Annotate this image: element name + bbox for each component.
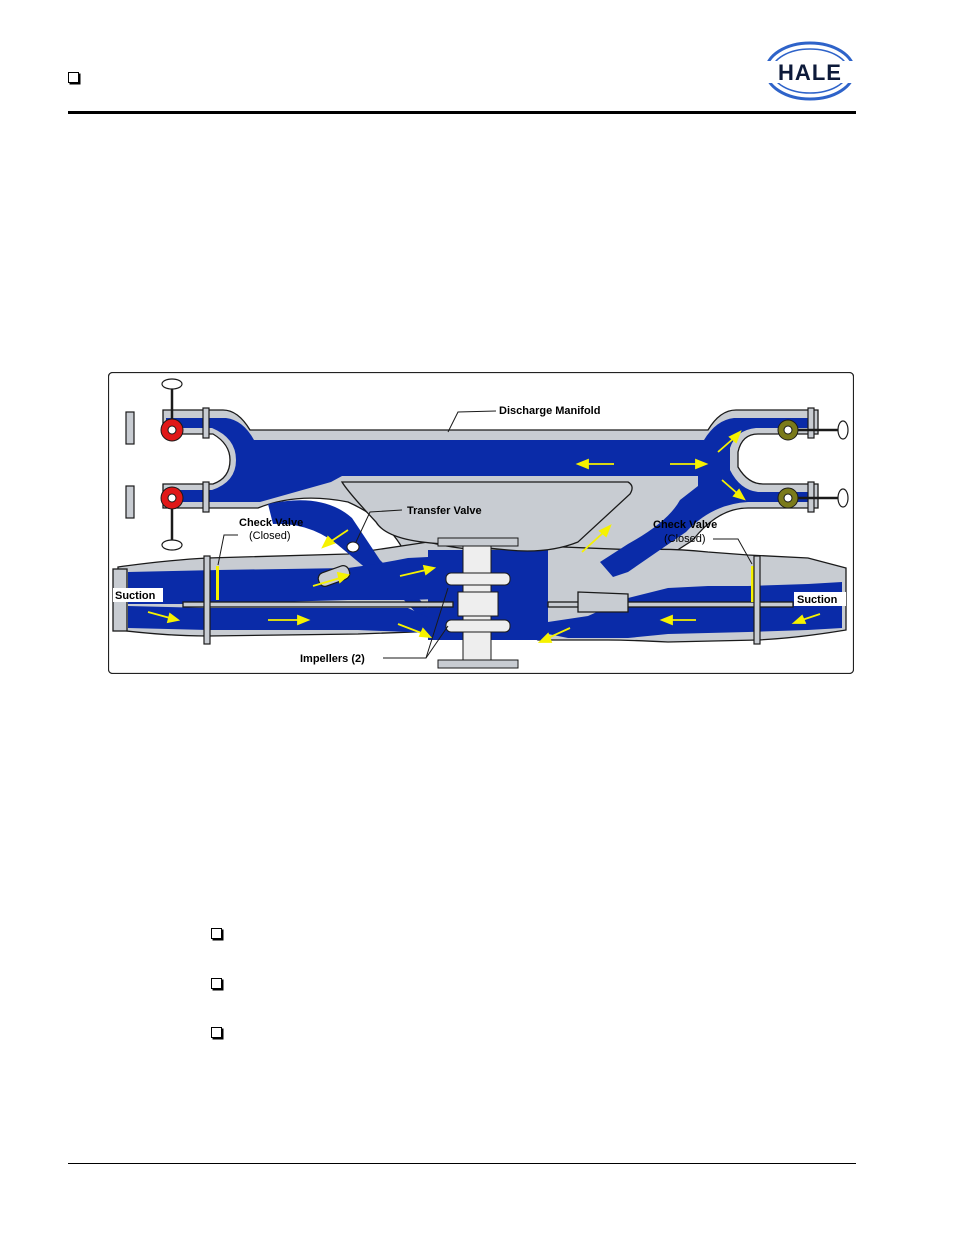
- label-transfer-valve: Transfer Valve: [407, 505, 482, 517]
- label-suction-right: Suction: [797, 594, 838, 606]
- list-bullet-2: [211, 978, 222, 989]
- label-check-valve-left-state: (Closed): [249, 530, 291, 542]
- hale-logo: [762, 38, 858, 104]
- list-bullet-1: [211, 928, 222, 939]
- label-suction-left: Suction: [115, 590, 156, 602]
- label-check-valve-right-state: (Closed): [664, 533, 706, 545]
- logo-text: HALE: [778, 60, 842, 85]
- label-check-valve-right: Check Valve: [653, 519, 718, 531]
- label-discharge-manifold: Discharge Manifold: [499, 405, 601, 417]
- footer-rule: [68, 1163, 856, 1164]
- list-bullet-3: [211, 1027, 222, 1038]
- check-valve-left: [216, 566, 219, 600]
- header-checkbox-bullet: [68, 72, 79, 83]
- label-impellers: Impellers (2): [300, 653, 365, 665]
- label-check-valve-left: Check Valve: [239, 517, 304, 529]
- header-rule: [68, 111, 856, 114]
- pump-flow-diagram: [108, 372, 854, 674]
